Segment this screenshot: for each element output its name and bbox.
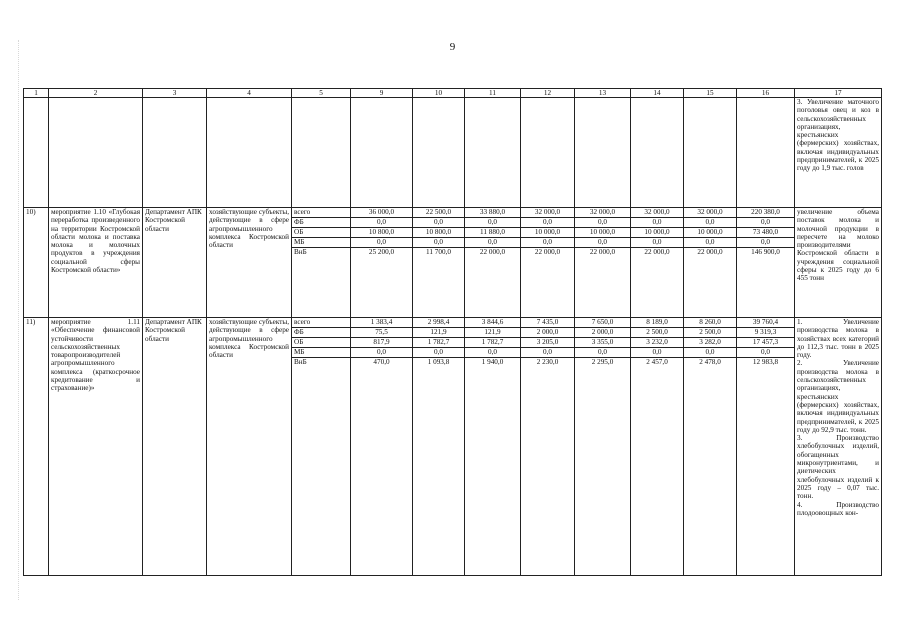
year-values <box>684 318 737 576</box>
value-cell: 0,0 <box>631 348 683 358</box>
program-measures-table <box>23 88 882 576</box>
value-cell: 7 650,0 <box>575 318 630 328</box>
value-cell: 2 230,0 <box>536 358 559 366</box>
row-number: 11) <box>24 318 49 576</box>
value-cell: 3 282,0 <box>684 338 736 348</box>
year-values <box>521 318 575 576</box>
funding-sources <box>292 318 351 576</box>
expected-result: 1. Увеличение производства молока в хозяйствах всех категорий до 112,3 тыс. тонн в 2025 году. 2. Увеличение производства молока в сельскохозяйственных организациях, крестьянских (фермерских) хозяйствах, включая индивидуальных предпринимателей, к 2025 году до 92,9 тыс. тонн. 3. Производство хлебобулочных изделий, обогащенных микронутриентами, и диетических хлебобулочных изделий к 2025 году – 0,07 тыс. тонн. 4. Производство плодоовощных кон- <box>795 318 882 576</box>
value-cell: 10 000,0 <box>521 228 574 238</box>
value-cell: 0,0 <box>413 348 464 358</box>
year-values <box>465 318 521 576</box>
value-cell: 11 880,0 <box>465 228 520 238</box>
expected-result: 3. Увеличение маточного поголовья овец и коз в сельскохозяйственных организациях, крестьянских (фермерских) хозяйствах, включая индивидуальных предпринимателей, к 2025 году до 1,9 тыс. голов <box>795 98 882 208</box>
value-cell: 2 500,0 <box>684 328 736 338</box>
year-values <box>413 318 465 576</box>
value-cell: 32 000,0 <box>631 208 683 218</box>
measure-name: мероприятие 1.11 «Обеспечение финансовой устойчивости сельскохозяйственных товаропроизводителей агропромышленного комплекса (краткосрочное кредитование и страхование)» <box>49 318 143 576</box>
value-cell: 0,0 <box>521 218 574 228</box>
column-number: 9 <box>351 89 413 98</box>
value-cell: 75,5 <box>351 328 412 338</box>
year-values <box>575 208 631 318</box>
column-number: 4 <box>207 89 292 98</box>
value-cell: 10 000,0 <box>684 228 736 238</box>
value-cell: 32 000,0 <box>684 208 736 218</box>
value-cell: 0,0 <box>351 238 412 248</box>
funding-source: ФБ <box>292 328 350 338</box>
value-cell: 3 844,6 <box>465 318 520 328</box>
value-cell: 17 457,3 <box>737 338 794 348</box>
value-cell: 22 000,0 <box>534 248 561 256</box>
table-row <box>24 318 882 576</box>
year-values <box>684 208 737 318</box>
funding-source: ВнБ <box>294 248 307 256</box>
column-number: 16 <box>737 89 795 98</box>
table-row <box>24 208 882 318</box>
value-cell: 3 232,0 <box>631 338 683 348</box>
year-values <box>351 208 413 318</box>
page-number: 9 <box>449 41 456 53</box>
value-cell: 25 200,0 <box>368 248 395 256</box>
value-cell: 36 000,0 <box>351 208 412 218</box>
year-values <box>737 318 795 576</box>
column-number: 3 <box>143 89 207 98</box>
value-cell: 1 940,0 <box>481 358 504 366</box>
column-number: 14 <box>631 89 684 98</box>
value-cell: 0,0 <box>575 348 630 358</box>
column-number: 15 <box>684 89 737 98</box>
year-values <box>631 318 684 576</box>
value-cell: 0,0 <box>351 348 412 358</box>
value-cell: 32 000,0 <box>575 208 630 218</box>
value-cell: 1 093,8 <box>427 358 450 366</box>
value-cell: 2 457,0 <box>646 358 668 366</box>
value-cell: 0,0 <box>465 218 520 228</box>
funding-source: МБ <box>292 348 350 358</box>
column-number: 2 <box>49 89 143 98</box>
value-cell: 0,0 <box>684 348 736 358</box>
year-values <box>575 318 631 576</box>
participants: хозяйствующие субъекты, действующие в сфере агропромышленного комплекса Костромской области <box>207 318 292 576</box>
value-cell: 9 319,3 <box>737 328 794 338</box>
page-edge-line <box>18 40 19 600</box>
year-values <box>465 208 521 318</box>
value-cell: 2 998,4 <box>413 318 464 328</box>
value-cell: 12 983,8 <box>752 358 779 366</box>
value-cell: 3 355,0 <box>575 338 630 348</box>
value-cell: 2 000,0 <box>575 328 630 338</box>
value-cell: 470,0 <box>373 358 390 366</box>
value-cell: 10 800,0 <box>413 228 464 238</box>
value-cell: 0,0 <box>521 348 574 358</box>
value-cell: 22 000,0 <box>479 248 506 256</box>
year-values <box>351 318 413 576</box>
value-cell: 1 383,4 <box>351 318 412 328</box>
value-cell: 8 260,0 <box>684 318 736 328</box>
value-cell: 0,0 <box>684 238 736 248</box>
funding-sources <box>292 208 351 318</box>
value-cell: 220 380,0 <box>737 208 794 218</box>
executor: Департамент АПК Костромской области <box>143 318 207 576</box>
year-values <box>521 208 575 318</box>
value-cell: 11 700,0 <box>426 248 451 256</box>
year-values <box>413 208 465 318</box>
measure-name: мероприятие 1.10 «Глубокая переработка произведенного на территории Костромской области молока и поставка молока и молочных продуктов в учреждения социальной сферы Костромской области» <box>49 208 143 318</box>
continuation-row <box>24 98 882 208</box>
executor: Департамент АПК Костромской области <box>143 208 207 318</box>
value-cell: 121,9 <box>413 328 464 338</box>
funding-source: всего <box>292 318 350 328</box>
year-values <box>737 208 795 318</box>
value-cell: 2 295,0 <box>591 358 614 366</box>
value-cell: 32 000,0 <box>521 208 574 218</box>
funding-source: всего <box>292 208 350 218</box>
value-cell: 8 189,0 <box>631 318 683 328</box>
value-cell: 7 435,0 <box>521 318 574 328</box>
value-cell: 0,0 <box>631 238 683 248</box>
value-cell: 0,0 <box>413 218 464 228</box>
column-number: 12 <box>521 89 575 98</box>
row-number: 10) <box>24 208 49 318</box>
value-cell: 33 880,0 <box>465 208 520 218</box>
funding-source: ВнБ <box>294 358 307 366</box>
value-cell: 10 800,0 <box>351 228 412 238</box>
value-cell: 3 205,0 <box>521 338 574 348</box>
column-number: 5 <box>292 89 351 98</box>
value-cell: 10 000,0 <box>631 228 683 238</box>
value-cell: 817,9 <box>351 338 412 348</box>
column-number: 13 <box>575 89 631 98</box>
value-cell: 0,0 <box>737 348 794 358</box>
value-cell: 1 782,7 <box>413 338 464 348</box>
funding-source: ОБ <box>292 338 350 348</box>
value-cell: 1 782,7 <box>465 338 520 348</box>
column-number: 10 <box>413 89 465 98</box>
value-cell: 0,0 <box>575 238 630 248</box>
value-cell: 0,0 <box>465 348 520 358</box>
value-cell: 73 480,0 <box>737 228 794 238</box>
funding-source: МБ <box>292 238 350 248</box>
column-number: 1 <box>24 89 49 98</box>
value-cell: 0,0 <box>737 238 794 248</box>
value-cell: 0,0 <box>684 218 736 228</box>
value-cell: 0,0 <box>575 218 630 228</box>
value-cell: 0,0 <box>465 238 520 248</box>
value-cell: 0,0 <box>413 238 464 248</box>
value-cell: 146 900,0 <box>751 248 780 256</box>
value-cell: 2 478,0 <box>699 358 721 366</box>
value-cell: 10 000,0 <box>575 228 630 238</box>
value-cell: 22 500,0 <box>413 208 464 218</box>
value-cell: 0,0 <box>521 238 574 248</box>
column-number-row <box>24 89 882 98</box>
value-cell: 39 760,4 <box>737 318 794 328</box>
value-cell: 0,0 <box>351 218 412 228</box>
participants: хозяйствующие субъекты, действующие в сфере агропромышленного комплекса Костромской области <box>207 208 292 318</box>
value-cell: 121,9 <box>465 328 520 338</box>
value-cell: 22 000,0 <box>589 248 616 256</box>
expected-result: увеличение объема поставок молока и молочной продукции в пересчете на молоко производителями Костромской области в учреждения социальной сферы к 2025 году до 6 455 тонн <box>795 208 882 318</box>
value-cell: 2 000,0 <box>521 328 574 338</box>
funding-source: ФБ <box>292 218 350 228</box>
value-cell: 22 000,0 <box>644 248 670 256</box>
value-cell: 22 000,0 <box>697 248 723 256</box>
value-cell: 0,0 <box>737 218 794 228</box>
value-cell: 2 500,0 <box>631 328 683 338</box>
value-cell: 0,0 <box>631 218 683 228</box>
funding-source: ОБ <box>292 228 350 238</box>
column-number: 17 <box>795 89 882 98</box>
year-values <box>631 208 684 318</box>
column-number: 11 <box>465 89 521 98</box>
